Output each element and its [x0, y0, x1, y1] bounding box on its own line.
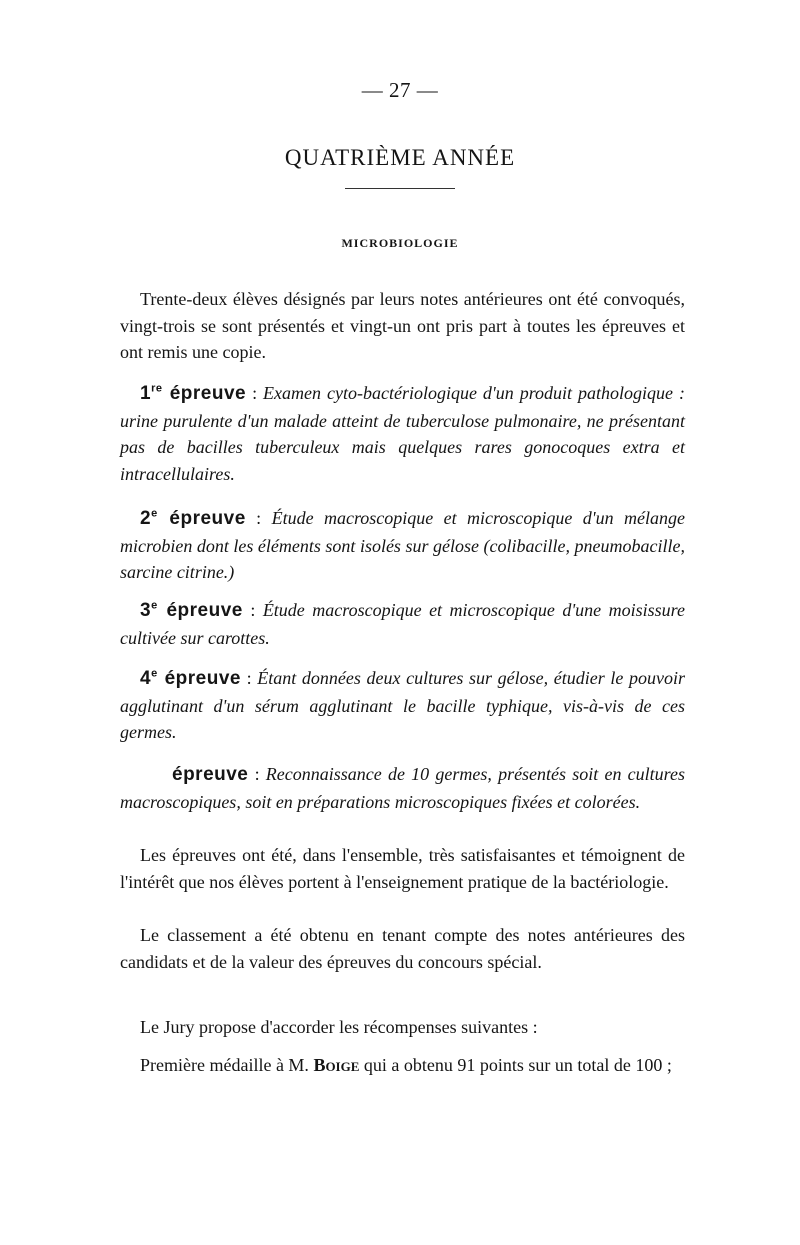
epreuve-1-heading — [140, 383, 246, 404]
conclusion-paragraph-1: Les épreuves ont été, dans l'ensemble, très satisfaisantes et témoignent de l'intérêt que nos élèves portent à l'enseignement pratique de la bactériologie. — [120, 845, 685, 892]
epreuve-5-description: Reconnaissance de 10 germes, présentés soit en cultures macroscopiques, soit en préparations microscopiques fixées et colorées. — [120, 764, 685, 812]
epreuve-2-heading — [140, 508, 246, 529]
epreuve-2-label: épreuve — [169, 508, 246, 529]
epreuve-4-colon: : — [240, 668, 258, 688]
epreuve-4-description: Étant données deux cultures sur gélose, étudier le pouvoir agglutinant d'un sérum agglutinant le bacille typhique, vis-à-vis de ces germes. — [120, 668, 685, 742]
epreuve-1-description: Examen cyto-bactériologique d'un produit pathologique : urine purulente d'un malade atteint de tuberculose pulmonaire, ne présentant pas de bacilles tuberculeux mais quelques rares gonocoques extra et intracellulaires. — [120, 383, 685, 484]
award-paragraph — [120, 1052, 685, 1079]
epreuve-2-description: Étude macroscopique et microscopique d'un mélange microbien dont les éléments sont isolés sur gélose (colibacille, pneumobacille, sarcine citrine.) — [120, 508, 685, 582]
epreuve-3-number: 3 — [140, 600, 152, 621]
intro-paragraph: Trente-deux élèves désignés par leurs notes antérieures ont été convoqués, vingt-trois se sont présentés et vingt-un ont pris part à toutes les épreuves et ont remis une copie. — [120, 289, 685, 362]
epreuve-4-label: épreuve — [164, 668, 241, 689]
epreuve-5-heading — [172, 764, 248, 785]
epreuve-3-description: Étude macroscopique et microscopique d'une moisissure cultivée sur carottes. — [120, 600, 685, 648]
epreuve-5-label: épreuve — [172, 764, 249, 785]
epreuve-4-heading — [140, 668, 241, 689]
epreuve-1-colon: : — [246, 383, 264, 403]
title-rule — [345, 188, 455, 189]
epreuve-1-label: épreuve — [169, 383, 247, 404]
epreuve-5-colon: : — [248, 764, 266, 784]
epreuve-1-number: 1 — [140, 383, 152, 404]
epreuve-4-number: 4 — [140, 668, 152, 689]
epreuve-2-ordinal: e — [151, 507, 158, 520]
epreuve-3-label: épreuve — [166, 600, 243, 621]
award-suffix: qui a obtenu 91 points sur un total de 100 ; — [359, 1055, 672, 1075]
epreuve-3 — [120, 597, 685, 651]
award-prefix: Première médaille à M. — [140, 1055, 314, 1075]
epreuve-3-ordinal: e — [151, 599, 158, 612]
section-title: MICROBIOLOGIE — [341, 236, 459, 250]
conclusion-paragraph-3: Le Jury propose d'accorder les récompenses suivantes : — [140, 1017, 538, 1037]
epreuve-4 — [120, 665, 685, 746]
award-name: Boige — [313, 1055, 360, 1075]
epreuve-1-ordinal: re — [151, 382, 163, 395]
epreuve-4-ordinal: e — [151, 667, 158, 680]
epreuve-2-colon: : — [245, 508, 272, 528]
epreuve-3-heading — [140, 600, 243, 621]
conclusion-paragraph-2: Le classement a été obtenu en tenant compte des notes antérieures des candidats et de la valeur des épreuves du concours spécial. — [120, 925, 685, 972]
epreuve-5 — [120, 761, 685, 815]
chapter-title: QUATRIÈME ANNÉE — [284, 145, 516, 170]
epreuve-3-colon: : — [242, 600, 263, 620]
epreuve-2 — [120, 505, 685, 586]
epreuve-1 — [120, 380, 685, 487]
page-number: — 27 — — [361, 78, 439, 102]
epreuve-2-number: 2 — [140, 508, 152, 529]
